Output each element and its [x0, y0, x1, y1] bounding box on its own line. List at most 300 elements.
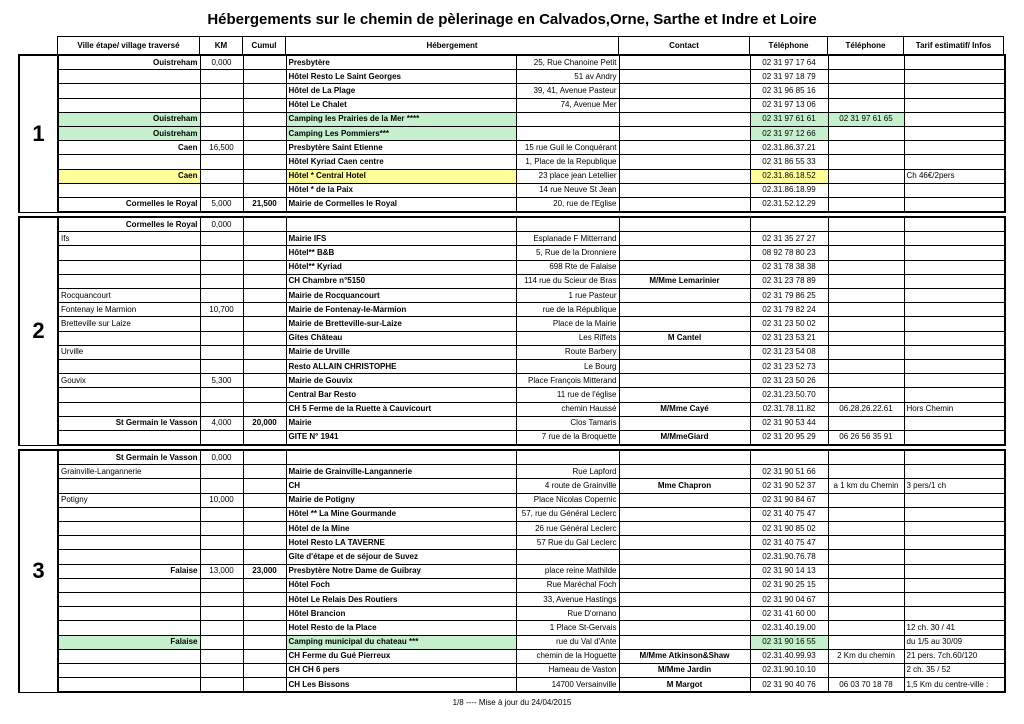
- cell-cumul: [243, 70, 286, 84]
- cell-ville: Ouistreham: [58, 55, 200, 70]
- cell-telephone-2: [828, 493, 904, 507]
- cell-cumul: 21,500: [243, 197, 286, 212]
- table-row: [19, 607, 1005, 621]
- cell-cumul: [243, 450, 286, 465]
- cell-cumul: [243, 592, 286, 606]
- cell-hebergement: Presbytère: [286, 55, 516, 70]
- header-km: KM: [199, 36, 243, 55]
- cell-km: [200, 274, 243, 288]
- cell-telephone-2: [828, 70, 904, 84]
- table-row: [19, 479, 1005, 493]
- cell-telephone: 02.31.52.12.29: [750, 197, 828, 212]
- cell-adresse: 51 av Andry: [516, 70, 619, 84]
- cell-cumul: [243, 374, 286, 388]
- cell-telephone: 02 31 23 50 26: [750, 374, 828, 388]
- cell-cumul: [243, 635, 286, 649]
- cell-telephone: 02.31.23.50.70: [750, 388, 828, 402]
- cell-ville: Caen: [58, 169, 200, 183]
- cell-telephone: 02 31 90 14 13: [750, 564, 828, 578]
- cell-telephone: 02 31 20 95 29: [750, 430, 828, 445]
- cell-telephone-2: [828, 183, 904, 197]
- cell-cumul: [243, 388, 286, 402]
- cell-adresse: chemin de la Hoguette: [516, 649, 619, 663]
- table-row: [19, 564, 1005, 578]
- table-row: [19, 126, 1005, 140]
- table-row: [19, 246, 1005, 260]
- header-ville: Ville étape/ village traversé: [57, 36, 200, 55]
- cell-cumul: 20,000: [243, 416, 286, 430]
- cell-contact: [619, 260, 750, 274]
- table-row: [19, 450, 1005, 465]
- table-row: [19, 289, 1005, 303]
- cell-telephone: 02 31 90 53 44: [750, 416, 828, 430]
- cell-hebergement: Mairie de Cormelles le Royal: [286, 197, 516, 212]
- cell-info: [904, 197, 1005, 212]
- cell-adresse: 20, rue de l'Eglise: [516, 197, 619, 212]
- cell-adresse: 11 rue de l'église: [516, 388, 619, 402]
- cell-telephone: 02 31 40 75 47: [750, 507, 828, 521]
- cell-telephone-2: [828, 607, 904, 621]
- cell-km: [200, 232, 243, 246]
- cell-km: 5,000: [200, 197, 243, 212]
- cell-km: [200, 536, 243, 550]
- table-row: [19, 274, 1005, 288]
- cell-adresse: Place Nicolas Copernic: [516, 493, 619, 507]
- cell-km: 16,500: [200, 141, 243, 155]
- cell-telephone: 02 31 78 38 38: [750, 260, 828, 274]
- cell-contact: [619, 416, 750, 430]
- cell-hebergement: CH Ferme du Gué Pierreux: [286, 649, 516, 663]
- cell-cumul: [243, 479, 286, 493]
- cell-telephone: 02.31.86.37.21: [750, 141, 828, 155]
- cell-contact: [619, 465, 750, 479]
- cell-hebergement: Hôtel * Central Hotel: [286, 169, 516, 183]
- cell-km: 5,300: [200, 374, 243, 388]
- cell-ville: [58, 331, 200, 345]
- cell-info: [904, 430, 1005, 445]
- cell-ville: [58, 70, 200, 84]
- cell-info: 1,5 Km du centre-ville :: [904, 678, 1005, 693]
- cell-info: 21 pers. 7ch.60/120: [904, 649, 1005, 663]
- table-row: [19, 98, 1005, 112]
- cell-telephone: 02 31 90 25 15: [750, 578, 828, 592]
- cell-cumul: [243, 621, 286, 635]
- cell-info: [904, 450, 1005, 465]
- cell-telephone-2: [828, 345, 904, 359]
- cell-contact: [619, 635, 750, 649]
- cell-hebergement: Hôtel Brancion: [286, 607, 516, 621]
- cell-ville: [58, 578, 200, 592]
- cell-telephone: 08 92 78 80 23: [750, 246, 828, 260]
- cell-hebergement: GITE N° 1941: [286, 430, 516, 445]
- cell-telephone: 02.31.40.99.93: [750, 649, 828, 663]
- cell-contact: M/Mme Cayé: [619, 402, 750, 416]
- cell-hebergement: Hôtel * de la Paix: [286, 183, 516, 197]
- table-row: [19, 169, 1005, 183]
- cell-ville: Grainville-Langannerie: [58, 465, 200, 479]
- cell-info: 3 pers/1 ch: [904, 479, 1005, 493]
- cell-cumul: [243, 430, 286, 445]
- cell-contact: M/Mme Lemarinier: [619, 274, 750, 288]
- cell-ville: Fontenay le Marmion: [58, 303, 200, 317]
- cell-ville: [58, 550, 200, 564]
- cell-contact: [619, 374, 750, 388]
- cell-adresse: 1 Place St-Gervais: [516, 621, 619, 635]
- cell-ville: Falaise: [58, 635, 200, 649]
- cell-contact: [619, 522, 750, 536]
- cell-telephone-2: [828, 84, 904, 98]
- cell-hebergement: Hôtel** Kyriad: [286, 260, 516, 274]
- cell-cumul: 23,000: [243, 564, 286, 578]
- cell-telephone: 02 31 23 52 73: [750, 359, 828, 373]
- cell-telephone: 02 31 23 50 02: [750, 317, 828, 331]
- cell-contact: M/Mme Atkinson&Shaw: [619, 649, 750, 663]
- cell-contact: [619, 303, 750, 317]
- cell-adresse: Rue D'ornano: [516, 607, 619, 621]
- cell-hebergement: Mairie de Urville: [286, 345, 516, 359]
- table-row: [19, 522, 1005, 536]
- table-row: [19, 430, 1005, 445]
- cell-telephone-2: [828, 564, 904, 578]
- cell-adresse: [516, 450, 619, 465]
- cell-hebergement: [286, 217, 516, 232]
- cell-cumul: [243, 246, 286, 260]
- cell-telephone-2: [828, 303, 904, 317]
- cell-telephone: 02 31 97 13 06: [750, 98, 828, 112]
- cell-ville: [58, 522, 200, 536]
- cell-hebergement: Gites Château: [286, 331, 516, 345]
- table-row: [19, 359, 1005, 373]
- cell-hebergement: Presbytère Notre Dame de Guibray: [286, 564, 516, 578]
- cell-adresse: 7 rue de la Broquette: [516, 430, 619, 445]
- page-footer: 1/8 ---- Mise à jour du 24/04/2015: [452, 698, 572, 707]
- cell-km: [200, 317, 243, 331]
- cell-telephone-2: [828, 317, 904, 331]
- cell-ville: [58, 663, 200, 677]
- cell-contact: [619, 289, 750, 303]
- cell-hebergement: Mairie de Fontenay-le-Marmion: [286, 303, 516, 317]
- cell-km: 0,000: [200, 450, 243, 465]
- header-cumul: Cumul: [242, 36, 286, 55]
- cell-info: [904, 246, 1005, 260]
- cell-km: [200, 289, 243, 303]
- cell-hebergement: Mairie IFS: [286, 232, 516, 246]
- cell-km: [200, 126, 243, 140]
- cell-cumul: [243, 232, 286, 246]
- cell-km: [200, 98, 243, 112]
- cell-telephone-2: 02 31 97 61 65: [828, 112, 904, 126]
- cell-contact: [619, 507, 750, 521]
- cell-cumul: [243, 507, 286, 521]
- cell-info: [904, 183, 1005, 197]
- cell-telephone: 02.31.90.10.10: [750, 663, 828, 677]
- cell-ville: [58, 359, 200, 373]
- cell-hebergement: Presbytère Saint Etienne: [286, 141, 516, 155]
- cell-ville: [58, 507, 200, 521]
- table-row: [19, 465, 1005, 479]
- cell-adresse: Hameau de Vaston: [516, 663, 619, 677]
- cell-cumul: [243, 402, 286, 416]
- cell-hebergement: Mairie: [286, 416, 516, 430]
- cell-km: [200, 550, 243, 564]
- cell-cumul: [243, 303, 286, 317]
- cell-adresse: 23 place jean Letellier: [516, 169, 619, 183]
- cell-contact: [619, 55, 750, 70]
- cell-ville: Cormelles le Royal: [58, 197, 200, 212]
- cell-hebergement: Hôtel de la Mine: [286, 522, 516, 536]
- cell-contact: [619, 232, 750, 246]
- cell-hebergement: Mairie de Bretteville-sur-Laize: [286, 317, 516, 331]
- cell-ville: [58, 430, 200, 445]
- cell-contact: [619, 112, 750, 126]
- cell-telephone: 02 31 90 04 67: [750, 592, 828, 606]
- cell-telephone-2: [828, 388, 904, 402]
- cell-telephone: 02 31 23 78 89: [750, 274, 828, 288]
- cell-adresse: Esplanade F Mitterrand: [516, 232, 619, 246]
- cell-cumul: [243, 84, 286, 98]
- section-number: 1: [19, 55, 58, 212]
- cell-adresse: Les Riffets: [516, 331, 619, 345]
- cell-info: [904, 232, 1005, 246]
- section-number: 3: [19, 450, 58, 692]
- cell-ville: [58, 155, 200, 169]
- cell-telephone-2: [828, 141, 904, 155]
- cell-adresse: 698 Rte de Falaise: [516, 260, 619, 274]
- cell-cumul: [243, 141, 286, 155]
- cell-contact: [619, 388, 750, 402]
- cell-hebergement: CH Les Bissons: [286, 678, 516, 693]
- cell-cumul: [243, 465, 286, 479]
- cell-adresse: 33, Avenue Hastings: [516, 592, 619, 606]
- cell-telephone: 02 31 97 17 64: [750, 55, 828, 70]
- cell-telephone: 02.31.90.76.78: [750, 550, 828, 564]
- table-row: [19, 416, 1005, 430]
- table-row: [19, 303, 1005, 317]
- cell-telephone-2: [828, 374, 904, 388]
- cell-contact: [619, 317, 750, 331]
- cell-telephone-2: [828, 289, 904, 303]
- table-row: [19, 197, 1005, 212]
- cell-ville: [58, 274, 200, 288]
- table-row: [19, 141, 1005, 155]
- cell-adresse: Rue Lapford: [516, 465, 619, 479]
- cell-hebergement: Hôtel Kyriad Caen centre: [286, 155, 516, 169]
- cell-adresse: Place de la Mairie: [516, 317, 619, 331]
- cell-telephone-2: [828, 550, 904, 564]
- cell-hebergement: Hôtel Le Relais Des Routiers: [286, 592, 516, 606]
- cell-ville: Gouvix: [58, 374, 200, 388]
- cell-telephone: 02 31 96 85 16: [750, 84, 828, 98]
- cell-telephone-2: [828, 55, 904, 70]
- cell-cumul: [243, 289, 286, 303]
- cell-contact: [619, 536, 750, 550]
- cell-km: 10,000: [200, 493, 243, 507]
- cell-telephone: 02 31 90 16 55: [750, 635, 828, 649]
- cell-adresse: [516, 550, 619, 564]
- cell-hebergement: Mairie de Grainville-Langannerie: [286, 465, 516, 479]
- cell-telephone: 02 31 90 84 67: [750, 493, 828, 507]
- table-row: [19, 374, 1005, 388]
- cell-contact: [619, 155, 750, 169]
- cell-telephone: 02.31.78.11.82: [750, 402, 828, 416]
- header-hebergement: Hébergement: [285, 36, 619, 55]
- cell-adresse: 26 rue Général Leclerc: [516, 522, 619, 536]
- cell-km: [200, 507, 243, 521]
- cell-km: 13,000: [200, 564, 243, 578]
- cell-adresse: 57 Rue du Gal Leclerc: [516, 536, 619, 550]
- table-row: [19, 678, 1005, 693]
- cell-ville: Rocquancourt: [58, 289, 200, 303]
- cell-km: 0,000: [200, 217, 243, 232]
- cell-telephone-2: [828, 246, 904, 260]
- cell-info: [904, 55, 1005, 70]
- cell-hebergement: Mairie de Gouvix: [286, 374, 516, 388]
- cell-telephone: 02 31 90 52 37: [750, 479, 828, 493]
- cell-telephone: 02 31 40 75 47: [750, 536, 828, 550]
- cell-telephone: [750, 217, 828, 232]
- cell-contact: [619, 246, 750, 260]
- header-telephone-2: Téléphone: [827, 36, 904, 55]
- table-row: [19, 493, 1005, 507]
- cell-info: [904, 345, 1005, 359]
- cell-telephone-2: [828, 507, 904, 521]
- cell-telephone-2: [828, 592, 904, 606]
- cell-cumul: [243, 550, 286, 564]
- cell-cumul: [243, 663, 286, 677]
- cell-telephone-2: [828, 359, 904, 373]
- cell-telephone-2: [828, 274, 904, 288]
- cell-telephone: 02 31 97 12 66: [750, 126, 828, 140]
- cell-cumul: [243, 317, 286, 331]
- cell-hebergement: Hôtel** B&B: [286, 246, 516, 260]
- cell-ville: [58, 98, 200, 112]
- cell-info: [904, 374, 1005, 388]
- accommodation-table: [18, 54, 1006, 693]
- cell-km: [200, 84, 243, 98]
- cell-telephone: 02 31 35 27 27: [750, 232, 828, 246]
- cell-telephone-2: [828, 465, 904, 479]
- cell-info: [904, 126, 1005, 140]
- table-row: [19, 507, 1005, 521]
- table-row: [19, 402, 1005, 416]
- cell-info: [904, 416, 1005, 430]
- cell-km: [200, 388, 243, 402]
- cell-hebergement: Central Bar Resto: [286, 388, 516, 402]
- table-row: [19, 217, 1005, 232]
- cell-telephone-2: [828, 522, 904, 536]
- cell-info: 12 ch. 30 / 41: [904, 621, 1005, 635]
- cell-contact: [619, 550, 750, 564]
- table-row: [19, 260, 1005, 274]
- cell-hebergement: CH CH 6 pers: [286, 663, 516, 677]
- cell-telephone-2: 06.28.26.22.61: [828, 402, 904, 416]
- cell-telephone-2: [828, 635, 904, 649]
- header-contact: Contact: [618, 36, 750, 55]
- table-row: [19, 112, 1005, 126]
- cell-telephone-2: [828, 621, 904, 635]
- cell-adresse: rue de la République: [516, 303, 619, 317]
- table-row: [19, 536, 1005, 550]
- cell-contact: M/MmeGiard: [619, 430, 750, 445]
- cell-contact: M Margot: [619, 678, 750, 693]
- cell-adresse: 4 route de Grainville: [516, 479, 619, 493]
- cell-adresse: 57, rue du Général Leclerc: [516, 507, 619, 521]
- cell-km: 4,000: [200, 416, 243, 430]
- cell-adresse: 14 rue Neuve St Jean: [516, 183, 619, 197]
- cell-telephone-2: [828, 169, 904, 183]
- table-row: [19, 663, 1005, 677]
- cell-cumul: [243, 345, 286, 359]
- cell-contact: [619, 607, 750, 621]
- cell-ville: [58, 402, 200, 416]
- cell-contact: [619, 450, 750, 465]
- cell-cumul: [243, 126, 286, 140]
- cell-ville: [58, 621, 200, 635]
- cell-ville: Potigny: [58, 493, 200, 507]
- cell-cumul: [243, 155, 286, 169]
- table-row: [19, 55, 1005, 70]
- cell-telephone-2: 2 Km du chemin: [828, 649, 904, 663]
- cell-cumul: [243, 536, 286, 550]
- cell-contact: [619, 98, 750, 112]
- cell-ville: [58, 592, 200, 606]
- cell-info: [904, 112, 1005, 126]
- table-row: [19, 578, 1005, 592]
- cell-telephone-2: [828, 197, 904, 212]
- cell-km: [200, 479, 243, 493]
- table-row: [19, 232, 1005, 246]
- cell-cumul: [243, 169, 286, 183]
- cell-telephone-2: [828, 450, 904, 465]
- cell-km: [200, 522, 243, 536]
- cell-telephone-2: [828, 578, 904, 592]
- cell-telephone: 02.31.40.19.00: [750, 621, 828, 635]
- cell-ville: [58, 246, 200, 260]
- cell-hebergement: Hôtel Foch: [286, 578, 516, 592]
- cell-hebergement: Hotel Resto LA TAVERNE: [286, 536, 516, 550]
- table-row: [19, 317, 1005, 331]
- cell-hebergement: [286, 450, 516, 465]
- cell-info: [904, 303, 1005, 317]
- cell-ville: [58, 649, 200, 663]
- cell-telephone-2: [828, 331, 904, 345]
- cell-cumul: [243, 274, 286, 288]
- cell-info: [904, 522, 1005, 536]
- table-row: [19, 155, 1005, 169]
- cell-adresse: chemin Haussé: [516, 402, 619, 416]
- cell-contact: [619, 126, 750, 140]
- cell-ville: Caen: [58, 141, 200, 155]
- cell-hebergement: Mairie de Rocquancourt: [286, 289, 516, 303]
- cell-hebergement: Hôtel de La Plage: [286, 84, 516, 98]
- cell-info: [904, 564, 1005, 578]
- cell-km: [200, 649, 243, 663]
- cell-telephone-2: 06 03 70 18 78: [828, 678, 904, 693]
- cell-contact: [619, 169, 750, 183]
- cell-telephone-2: [828, 416, 904, 430]
- cell-info: [904, 388, 1005, 402]
- cell-km: [200, 607, 243, 621]
- cell-info: [904, 507, 1005, 521]
- table-row: [19, 70, 1005, 84]
- cell-ville: [58, 678, 200, 693]
- cell-adresse: 74, Avenue Mer: [516, 98, 619, 112]
- cell-cumul: [243, 112, 286, 126]
- cell-km: [200, 112, 243, 126]
- cell-adresse: 1 rue Pasteur: [516, 289, 619, 303]
- cell-contact: [619, 493, 750, 507]
- cell-ville: Ouistreham: [58, 112, 200, 126]
